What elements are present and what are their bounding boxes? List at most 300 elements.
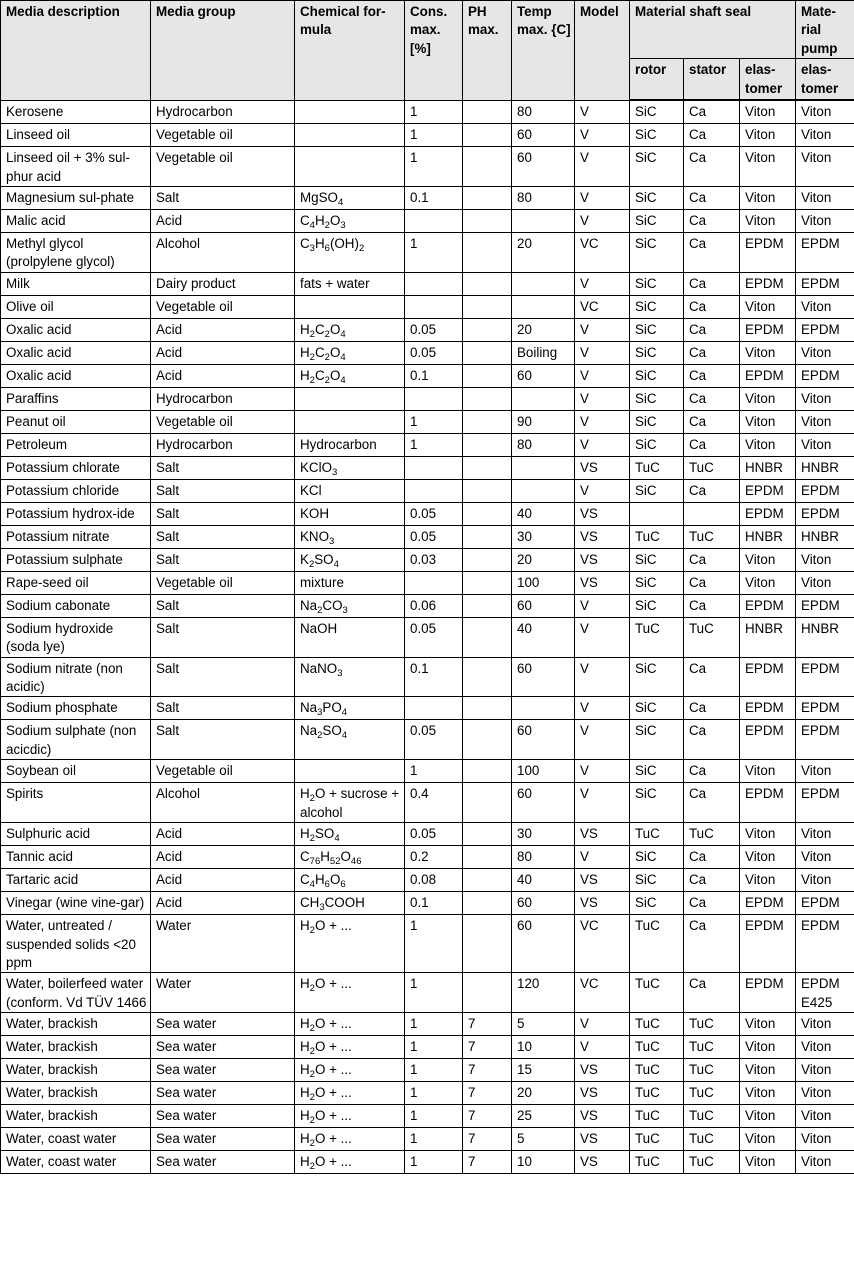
cell-temp-max: Boiling xyxy=(512,341,575,364)
cell-cons-max: 0.1 xyxy=(405,187,463,210)
cell-model: V xyxy=(575,479,630,502)
cell-ph-max: 7 xyxy=(463,1036,512,1059)
cell-temp-max: 40 xyxy=(512,617,575,657)
cell-ph-max xyxy=(463,187,512,210)
header-seal-elastomer: elas-tomer xyxy=(740,59,796,101)
table-row xyxy=(1,915,854,973)
cell-media-description: Paraffins xyxy=(1,387,151,410)
cell-media-description: Sodium phosphate xyxy=(1,697,151,720)
cell-model: V xyxy=(575,697,630,720)
cell-cons-max xyxy=(405,479,463,502)
cell-media-description: Rape-seed oil xyxy=(1,571,151,594)
table-row xyxy=(1,147,854,187)
cell-model: V xyxy=(575,387,630,410)
cell-seal-elastomer: HNBR xyxy=(740,456,796,479)
table-row xyxy=(1,846,854,869)
table-row xyxy=(1,364,854,387)
cell-model: V xyxy=(575,1036,630,1059)
cell-pump-elastomer: EPDM xyxy=(796,594,854,617)
cell-model: V xyxy=(575,657,630,697)
cell-stator: Ca xyxy=(684,594,740,617)
cell-cons-max xyxy=(405,210,463,233)
cell-ph-max xyxy=(463,617,512,657)
header-material-pump: Mate-rial pump xyxy=(796,1,854,59)
cell-model: V xyxy=(575,720,630,760)
cell-stator: TuC xyxy=(684,1105,740,1128)
cell-stator: TuC xyxy=(684,525,740,548)
cell-rotor: SiC xyxy=(630,341,684,364)
table-row xyxy=(1,571,854,594)
cell-pump-elastomer: EPDM xyxy=(796,915,854,973)
table-row xyxy=(1,973,854,1013)
cell-cons-max: 1 xyxy=(405,1059,463,1082)
cell-cons-max: 1 xyxy=(405,1151,463,1174)
cell-rotor: SiC xyxy=(630,479,684,502)
cell-media-group: Vegetable oil xyxy=(151,760,295,783)
table-row xyxy=(1,433,854,456)
cell-ph-max xyxy=(463,210,512,233)
cell-rotor: SiC xyxy=(630,594,684,617)
cell-ph-max: 7 xyxy=(463,1082,512,1105)
cell-media-description: Kerosene xyxy=(1,100,151,124)
cell-cons-max xyxy=(405,456,463,479)
table-row xyxy=(1,479,854,502)
cell-chemical-formula: KCl xyxy=(295,479,405,502)
table-row xyxy=(1,387,854,410)
cell-media-group: Alcohol xyxy=(151,233,295,273)
cell-temp-max: 60 xyxy=(512,783,575,823)
cell-temp-max: 60 xyxy=(512,720,575,760)
cell-media-description: Methyl glycol (prolpylene glycol) xyxy=(1,233,151,273)
cell-media-group: Water xyxy=(151,915,295,973)
cell-temp-max xyxy=(512,697,575,720)
cell-rotor: TuC xyxy=(630,1151,684,1174)
cell-chemical-formula: $H_2O$ + ... xyxy=(295,915,405,973)
cell-media-description: Potassium chlorate xyxy=(1,456,151,479)
cell-ph-max xyxy=(463,100,512,124)
cell-media-description: Water, boilerfeed water (conform. Vd TÜV 1466 xyxy=(1,973,151,1013)
cell-media-description: Oxalic acid xyxy=(1,341,151,364)
cell-pump-elastomer: Viton xyxy=(796,571,854,594)
cell-chemical-formula: $H_2O$ + ... xyxy=(295,1128,405,1151)
cell-seal-elastomer: EPDM xyxy=(740,233,796,273)
header-model: Model xyxy=(575,1,630,101)
cell-media-group: Salt xyxy=(151,456,295,479)
cell-media-group: Acid xyxy=(151,364,295,387)
cell-cons-max: 1 xyxy=(405,233,463,273)
cell-rotor: TuC xyxy=(630,1059,684,1082)
cell-ph-max xyxy=(463,147,512,187)
cell-stator: TuC xyxy=(684,1128,740,1151)
cell-rotor: SiC xyxy=(630,846,684,869)
cell-model: V xyxy=(575,147,630,187)
table-row xyxy=(1,100,854,124)
cell-chemical-formula: $K_2SO_4$ xyxy=(295,548,405,571)
table-row xyxy=(1,233,854,273)
cell-seal-elastomer: EPDM xyxy=(740,318,796,341)
cell-media-group: Salt xyxy=(151,657,295,697)
cell-seal-elastomer: Viton xyxy=(740,187,796,210)
header-chemical-formula: Chemical for-mula xyxy=(295,1,405,101)
cell-model: V xyxy=(575,364,630,387)
cell-media-description: Malic acid xyxy=(1,210,151,233)
cell-model: VS xyxy=(575,1059,630,1082)
cell-cons-max: 0.05 xyxy=(405,341,463,364)
table-body xyxy=(1,100,854,1173)
cell-media-description: Soybean oil xyxy=(1,760,151,783)
cell-model: VS xyxy=(575,1128,630,1151)
cell-ph-max xyxy=(463,548,512,571)
cell-seal-elastomer: EPDM xyxy=(740,783,796,823)
cell-stator: TuC xyxy=(684,1036,740,1059)
cell-seal-elastomer: Viton xyxy=(740,124,796,147)
cell-ph-max xyxy=(463,233,512,273)
cell-stator: TuC xyxy=(684,1059,740,1082)
cell-cons-max xyxy=(405,571,463,594)
cell-media-description: Tannic acid xyxy=(1,846,151,869)
cell-seal-elastomer: Viton xyxy=(740,295,796,318)
cell-model: V xyxy=(575,783,630,823)
cell-media-description: Oxalic acid xyxy=(1,318,151,341)
cell-cons-max: 0.05 xyxy=(405,318,463,341)
cell-rotor: SiC xyxy=(630,783,684,823)
cell-temp-max: 60 xyxy=(512,657,575,697)
cell-model: VS xyxy=(575,456,630,479)
cell-stator: Ca xyxy=(684,548,740,571)
cell-stator: Ca xyxy=(684,433,740,456)
cell-stator: Ca xyxy=(684,915,740,973)
cell-cons-max: 1 xyxy=(405,973,463,1013)
cell-cons-max: 0.1 xyxy=(405,892,463,915)
cell-ph-max xyxy=(463,869,512,892)
cell-temp-max: 60 xyxy=(512,147,575,187)
cell-model: VS xyxy=(575,548,630,571)
cell-model: V xyxy=(575,1013,630,1036)
cell-media-group: Salt xyxy=(151,479,295,502)
cell-ph-max xyxy=(463,594,512,617)
cell-chemical-formula: $C_4H_6O_6$ xyxy=(295,869,405,892)
cell-rotor xyxy=(630,502,684,525)
cell-cons-max: 1 xyxy=(405,1036,463,1059)
cell-media-group: Hydrocarbon xyxy=(151,100,295,124)
cell-seal-elastomer: HNBR xyxy=(740,525,796,548)
cell-rotor: SiC xyxy=(630,147,684,187)
cell-cons-max: 0.05 xyxy=(405,617,463,657)
cell-media-description: Water, brackish xyxy=(1,1013,151,1036)
cell-rotor: SiC xyxy=(630,387,684,410)
cell-rotor: SiC xyxy=(630,295,684,318)
cell-ph-max: 7 xyxy=(463,1151,512,1174)
cell-pump-elastomer: Viton xyxy=(796,100,854,124)
cell-pump-elastomer: Viton xyxy=(796,548,854,571)
cell-stator: Ca xyxy=(684,100,740,124)
cell-ph-max: 7 xyxy=(463,1105,512,1128)
cell-ph-max xyxy=(463,657,512,697)
cell-model: VC xyxy=(575,233,630,273)
cell-chemical-formula: $H_2O$ + ... xyxy=(295,1105,405,1128)
cell-ph-max xyxy=(463,720,512,760)
table-row xyxy=(1,617,854,657)
cell-cons-max: 1 xyxy=(405,915,463,973)
cell-stator: TuC xyxy=(684,1082,740,1105)
cell-stator: TuC xyxy=(684,617,740,657)
cell-media-description: Milk xyxy=(1,272,151,295)
header-media-description: Media description xyxy=(1,1,151,101)
cell-chemical-formula: Hydrocarbon xyxy=(295,433,405,456)
cell-stator: Ca xyxy=(684,973,740,1013)
cell-rotor: SiC xyxy=(630,318,684,341)
cell-pump-elastomer: Viton xyxy=(796,1082,854,1105)
cell-stator: Ca xyxy=(684,846,740,869)
cell-media-description: Potassium nitrate xyxy=(1,525,151,548)
cell-ph-max: 7 xyxy=(463,1059,512,1082)
cell-model: V xyxy=(575,318,630,341)
cell-media-group: Sea water xyxy=(151,1036,295,1059)
cell-cons-max: 0.06 xyxy=(405,594,463,617)
cell-media-description: Water, brackish xyxy=(1,1059,151,1082)
cell-temp-max: 20 xyxy=(512,1082,575,1105)
cell-cons-max xyxy=(405,295,463,318)
cell-stator: Ca xyxy=(684,364,740,387)
cell-media-group: Acid xyxy=(151,318,295,341)
cell-rotor: TuC xyxy=(630,973,684,1013)
cell-cons-max: 0.2 xyxy=(405,846,463,869)
cell-model: VC xyxy=(575,973,630,1013)
header-ph-max: PH max. xyxy=(463,1,512,101)
cell-model: VC xyxy=(575,915,630,973)
cell-stator: Ca xyxy=(684,720,740,760)
cell-cons-max: 1 xyxy=(405,124,463,147)
cell-temp-max: 40 xyxy=(512,869,575,892)
header-rotor: rotor xyxy=(630,59,684,101)
table-row xyxy=(1,341,854,364)
table-row xyxy=(1,1128,854,1151)
table-row xyxy=(1,1036,854,1059)
cell-temp-max: 60 xyxy=(512,124,575,147)
cell-pump-elastomer: Viton xyxy=(796,1151,854,1174)
cell-seal-elastomer: EPDM xyxy=(740,892,796,915)
cell-cons-max: 1 xyxy=(405,1013,463,1036)
cell-rotor: SiC xyxy=(630,124,684,147)
cell-ph-max xyxy=(463,295,512,318)
cell-cons-max: 1 xyxy=(405,147,463,187)
cell-seal-elastomer: HNBR xyxy=(740,617,796,657)
cell-chemical-formula: $C_4H_2O_3$ xyxy=(295,210,405,233)
cell-media-group: Salt xyxy=(151,617,295,657)
cell-stator: Ca xyxy=(684,657,740,697)
cell-ph-max xyxy=(463,479,512,502)
cell-media-group: Salt xyxy=(151,594,295,617)
cell-temp-max xyxy=(512,387,575,410)
cell-seal-elastomer: Viton xyxy=(740,548,796,571)
cell-chemical-formula xyxy=(295,295,405,318)
table-row xyxy=(1,502,854,525)
cell-model: V xyxy=(575,100,630,124)
cell-seal-elastomer: Viton xyxy=(740,846,796,869)
cell-ph-max xyxy=(463,892,512,915)
cell-media-group: Sea water xyxy=(151,1128,295,1151)
cell-media-group: Salt xyxy=(151,720,295,760)
header-stator: stator xyxy=(684,59,740,101)
cell-model: V xyxy=(575,846,630,869)
cell-cons-max xyxy=(405,697,463,720)
cell-media-description: Sodium cabonate xyxy=(1,594,151,617)
cell-chemical-formula: $H_2C_2O_4$ xyxy=(295,318,405,341)
cell-media-description: Petroleum xyxy=(1,433,151,456)
cell-stator: Ca xyxy=(684,869,740,892)
cell-chemical-formula: $H_2SO_4$ xyxy=(295,823,405,846)
cell-ph-max xyxy=(463,364,512,387)
cell-model: VS xyxy=(575,869,630,892)
cell-temp-max: 120 xyxy=(512,973,575,1013)
cell-pump-elastomer: EPDM xyxy=(796,892,854,915)
cell-pump-elastomer: EPDM xyxy=(796,783,854,823)
cell-cons-max: 1 xyxy=(405,410,463,433)
cell-chemical-formula: fats + water xyxy=(295,272,405,295)
cell-media-group: Vegetable oil xyxy=(151,124,295,147)
cell-seal-elastomer: Viton xyxy=(740,387,796,410)
cell-rotor: TuC xyxy=(630,1036,684,1059)
cell-stator: Ca xyxy=(684,210,740,233)
cell-chemical-formula: $H_2O$ + sucrose + alcohol xyxy=(295,783,405,823)
cell-media-group: Water xyxy=(151,973,295,1013)
table-row xyxy=(1,657,854,697)
cell-temp-max: 80 xyxy=(512,187,575,210)
table-row xyxy=(1,548,854,571)
table-row xyxy=(1,892,854,915)
cell-model: V xyxy=(575,433,630,456)
cell-stator: Ca xyxy=(684,571,740,594)
cell-media-group: Acid xyxy=(151,846,295,869)
cell-model: V xyxy=(575,410,630,433)
cell-temp-max: 100 xyxy=(512,760,575,783)
cell-ph-max xyxy=(463,783,512,823)
cell-chemical-formula xyxy=(295,410,405,433)
cell-stator: Ca xyxy=(684,295,740,318)
table-row xyxy=(1,594,854,617)
cell-stator: Ca xyxy=(684,187,740,210)
cell-chemical-formula: $H_2O$ + ... xyxy=(295,1151,405,1174)
cell-chemical-formula xyxy=(295,124,405,147)
cell-model: VS xyxy=(575,892,630,915)
cell-seal-elastomer: Viton xyxy=(740,100,796,124)
cell-temp-max: 20 xyxy=(512,318,575,341)
cell-model: V xyxy=(575,272,630,295)
table-row xyxy=(1,697,854,720)
cell-media-group: Salt xyxy=(151,525,295,548)
table-row xyxy=(1,823,854,846)
cell-media-group: Hydrocarbon xyxy=(151,433,295,456)
cell-ph-max xyxy=(463,973,512,1013)
cell-media-description: Sodium sulphate (non acicdic) xyxy=(1,720,151,760)
header-media-group: Media group xyxy=(151,1,295,101)
cell-chemical-formula: mixture xyxy=(295,571,405,594)
header-pump-elastomer: elas-tomer xyxy=(796,59,854,101)
cell-seal-elastomer: EPDM xyxy=(740,973,796,1013)
cell-pump-elastomer: EPDM xyxy=(796,233,854,273)
cell-rotor: SiC xyxy=(630,187,684,210)
cell-media-group: Salt xyxy=(151,548,295,571)
cell-stator: Ca xyxy=(684,410,740,433)
cell-pump-elastomer: Viton xyxy=(796,210,854,233)
cell-cons-max: 1 xyxy=(405,760,463,783)
cell-media-group: Sea water xyxy=(151,1105,295,1128)
cell-ph-max xyxy=(463,760,512,783)
cell-pump-elastomer: EPDM xyxy=(796,720,854,760)
cell-temp-max: 10 xyxy=(512,1036,575,1059)
cell-rotor: SiC xyxy=(630,410,684,433)
cell-chemical-formula xyxy=(295,100,405,124)
cell-stator: TuC xyxy=(684,1151,740,1174)
cell-pump-elastomer: Viton xyxy=(796,147,854,187)
cell-seal-elastomer: EPDM xyxy=(740,272,796,295)
cell-chemical-formula: $H_2O$ + ... xyxy=(295,973,405,1013)
cell-cons-max xyxy=(405,272,463,295)
cell-model: V xyxy=(575,760,630,783)
table-row xyxy=(1,187,854,210)
header-cons-max: Cons. max. [%] xyxy=(405,1,463,101)
cell-ph-max xyxy=(463,456,512,479)
cell-stator: Ca xyxy=(684,272,740,295)
table-row xyxy=(1,1105,854,1128)
cell-seal-elastomer: Viton xyxy=(740,869,796,892)
cell-seal-elastomer: EPDM xyxy=(740,502,796,525)
cell-cons-max: 0.05 xyxy=(405,823,463,846)
cell-cons-max: 0.1 xyxy=(405,657,463,697)
cell-pump-elastomer: HNBR xyxy=(796,456,854,479)
table-row xyxy=(1,410,854,433)
cell-media-description: Potassium sulphate xyxy=(1,548,151,571)
cell-media-group: Salt xyxy=(151,187,295,210)
cell-temp-max: 60 xyxy=(512,594,575,617)
cell-stator: Ca xyxy=(684,479,740,502)
cell-chemical-formula: $H_2O$ + ... xyxy=(295,1082,405,1105)
cell-rotor: SiC xyxy=(630,657,684,697)
cell-stator: Ca xyxy=(684,760,740,783)
cell-media-description: Water, coast water xyxy=(1,1151,151,1174)
cell-temp-max: 5 xyxy=(512,1013,575,1036)
cell-ph-max: 7 xyxy=(463,1128,512,1151)
cell-ph-max xyxy=(463,571,512,594)
cell-pump-elastomer: Viton xyxy=(796,760,854,783)
cell-media-description: Vinegar (wine vine-gar) xyxy=(1,892,151,915)
cell-chemical-formula: $H_2C_2O_4$ xyxy=(295,341,405,364)
cell-seal-elastomer: Viton xyxy=(740,147,796,187)
cell-cons-max: 0.05 xyxy=(405,502,463,525)
cell-rotor: SiC xyxy=(630,697,684,720)
cell-media-group: Acid xyxy=(151,892,295,915)
cell-stator: Ca xyxy=(684,697,740,720)
table-row xyxy=(1,456,854,479)
cell-rotor: TuC xyxy=(630,915,684,973)
cell-media-description: Water, brackish xyxy=(1,1036,151,1059)
table-row xyxy=(1,295,854,318)
cell-seal-elastomer: Viton xyxy=(740,1059,796,1082)
cell-chemical-formula: $C_{76}H_{52}O_{46}$ xyxy=(295,846,405,869)
cell-ph-max xyxy=(463,410,512,433)
cell-stator: Ca xyxy=(684,233,740,273)
cell-pump-elastomer: Viton xyxy=(796,1059,854,1082)
cell-seal-elastomer: EPDM xyxy=(740,657,796,697)
cell-ph-max xyxy=(463,318,512,341)
cell-cons-max: 1 xyxy=(405,433,463,456)
cell-rotor: TuC xyxy=(630,1013,684,1036)
cell-temp-max: 25 xyxy=(512,1105,575,1128)
cell-media-description: Potassium hydrox-ide xyxy=(1,502,151,525)
cell-rotor: TuC xyxy=(630,617,684,657)
cell-media-description: Peanut oil xyxy=(1,410,151,433)
table-row xyxy=(1,783,854,823)
